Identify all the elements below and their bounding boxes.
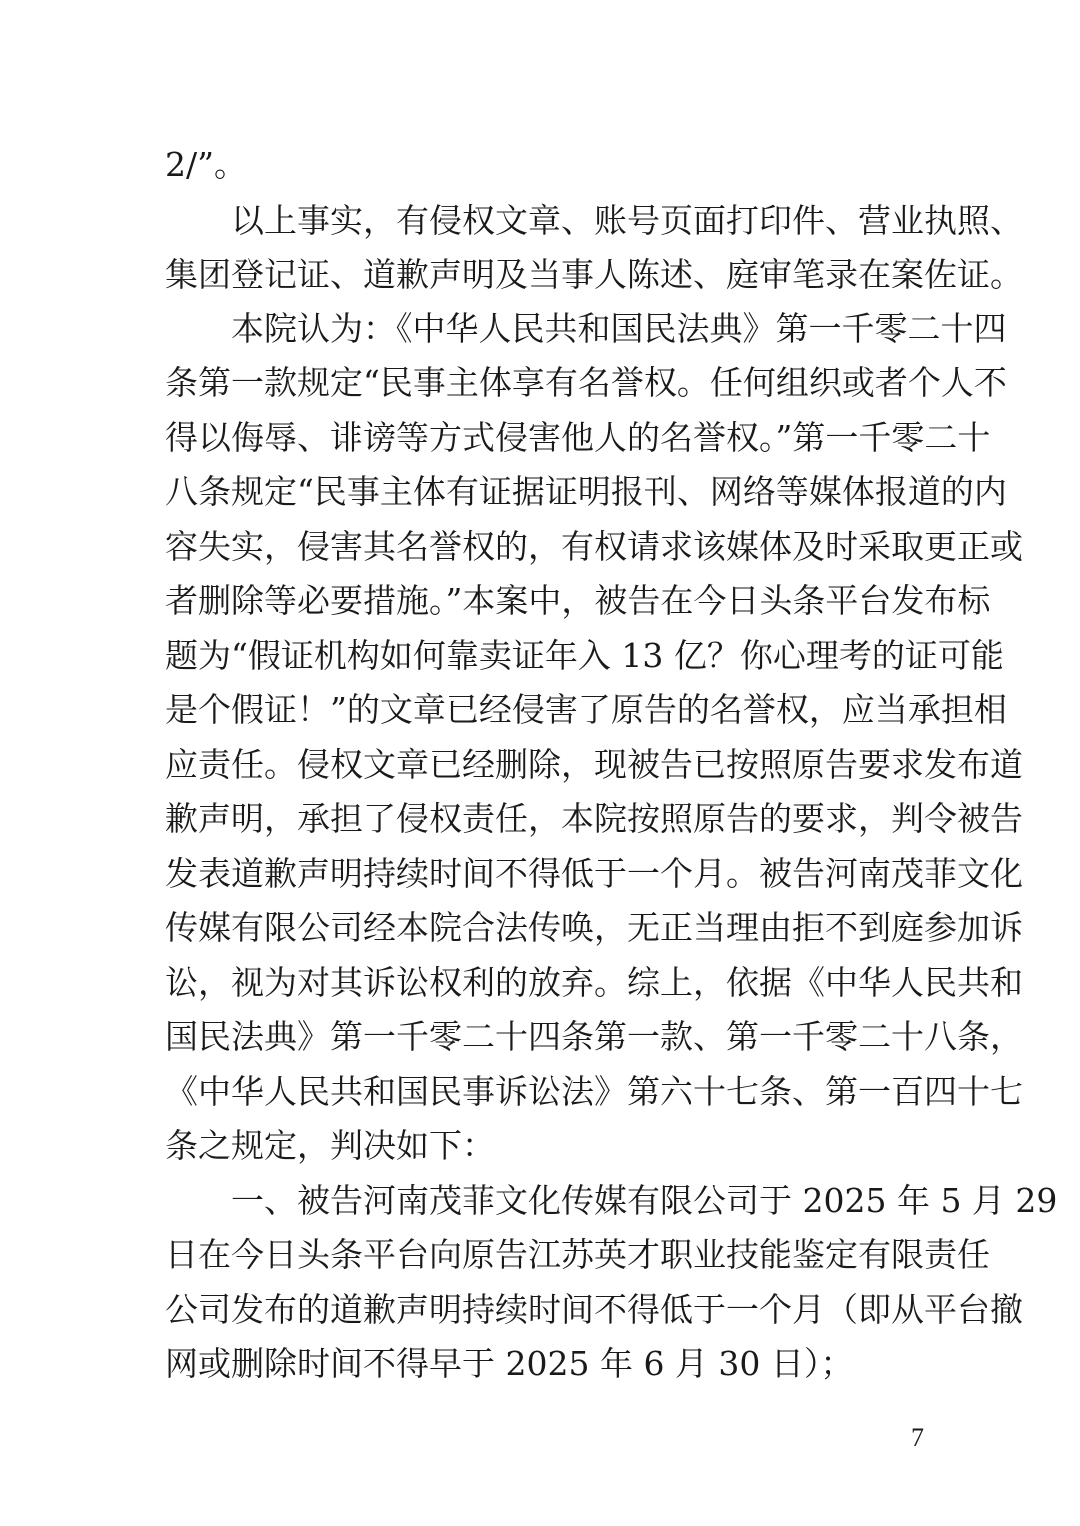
text-line: 一、被告河南茂菲文化传媒有限公司于 2025 年 5 月 29 xyxy=(165,1181,1058,1220)
text-line: 条之规定，判决如下： xyxy=(165,1126,495,1165)
text-line: 公司发布的道歉声明持续时间不得低于一个月（即从平台撤 xyxy=(165,1290,1023,1329)
text-line: 应责任。侵权文章已经删除，现被告已按照原告要求发布道 xyxy=(165,745,1023,784)
page-number: 7 xyxy=(911,1423,924,1452)
text-line: 得以侮辱、诽谤等方式侵害他人的名誉权。”第一千零二十 xyxy=(165,418,991,457)
text-line: 是个假证！”的文章已经侵害了原告的名誉权，应当承担相 xyxy=(165,690,1007,729)
text-line: 传媒有限公司经本院合法传唤，无正当理由拒不到庭参加诉 xyxy=(165,908,1023,947)
text-line: 条第一款规定“民事主体享有名誉权。任何组织或者个人不 xyxy=(165,363,1007,402)
text-line: 国民法典》第一千零二十四条第一款、第一千零二十八条， xyxy=(165,1017,1023,1056)
text-line: 歉声明，承担了侵权责任，本院按照原告的要求，判令被告 xyxy=(165,799,1023,838)
text-line: 发表道歉声明持续时间不得低于一个月。被告河南茂菲文化 xyxy=(165,854,1023,893)
text-line: 容失实，侵害其名誉权的，有权请求该媒体及时采取更正或 xyxy=(165,527,1023,566)
text-line: 本院认为：《中华人民共和国民法典》第一千零二十四 xyxy=(165,309,1007,348)
text-line: 讼，视为对其诉讼权利的放弃。综上，依据《中华人民共和 xyxy=(165,963,1023,1002)
text-line: 集团登记证、道歉声明及当事人陈述、庭审笔录在案佐证。 xyxy=(165,255,1023,294)
text-line: 《中华人民共和国民事诉讼法》第六十七条、第一百四十七 xyxy=(165,1072,1023,1111)
text-line: 网或删除时间不得早于 2025 年 6 月 30 日）； xyxy=(165,1344,854,1383)
text-line: 日在今日头条平台向原告江苏英才职业技能鉴定有限责任 xyxy=(165,1235,990,1274)
text-line: 者删除等必要措施。”本案中，被告在今日头条平台发布标 xyxy=(165,581,991,620)
text-line: 以上事实，有侵权文章、账号页面打印件、营业执照、 xyxy=(165,201,1023,240)
text-line: 2/”。 xyxy=(165,145,247,184)
text-line: 八条规定“民事主体有证据证明报刊、网络等媒体报道的内 xyxy=(165,472,1007,511)
text-line: 题为“假证机构如何靠卖证年入 13 亿？你心理考的证可能 xyxy=(165,636,1004,675)
